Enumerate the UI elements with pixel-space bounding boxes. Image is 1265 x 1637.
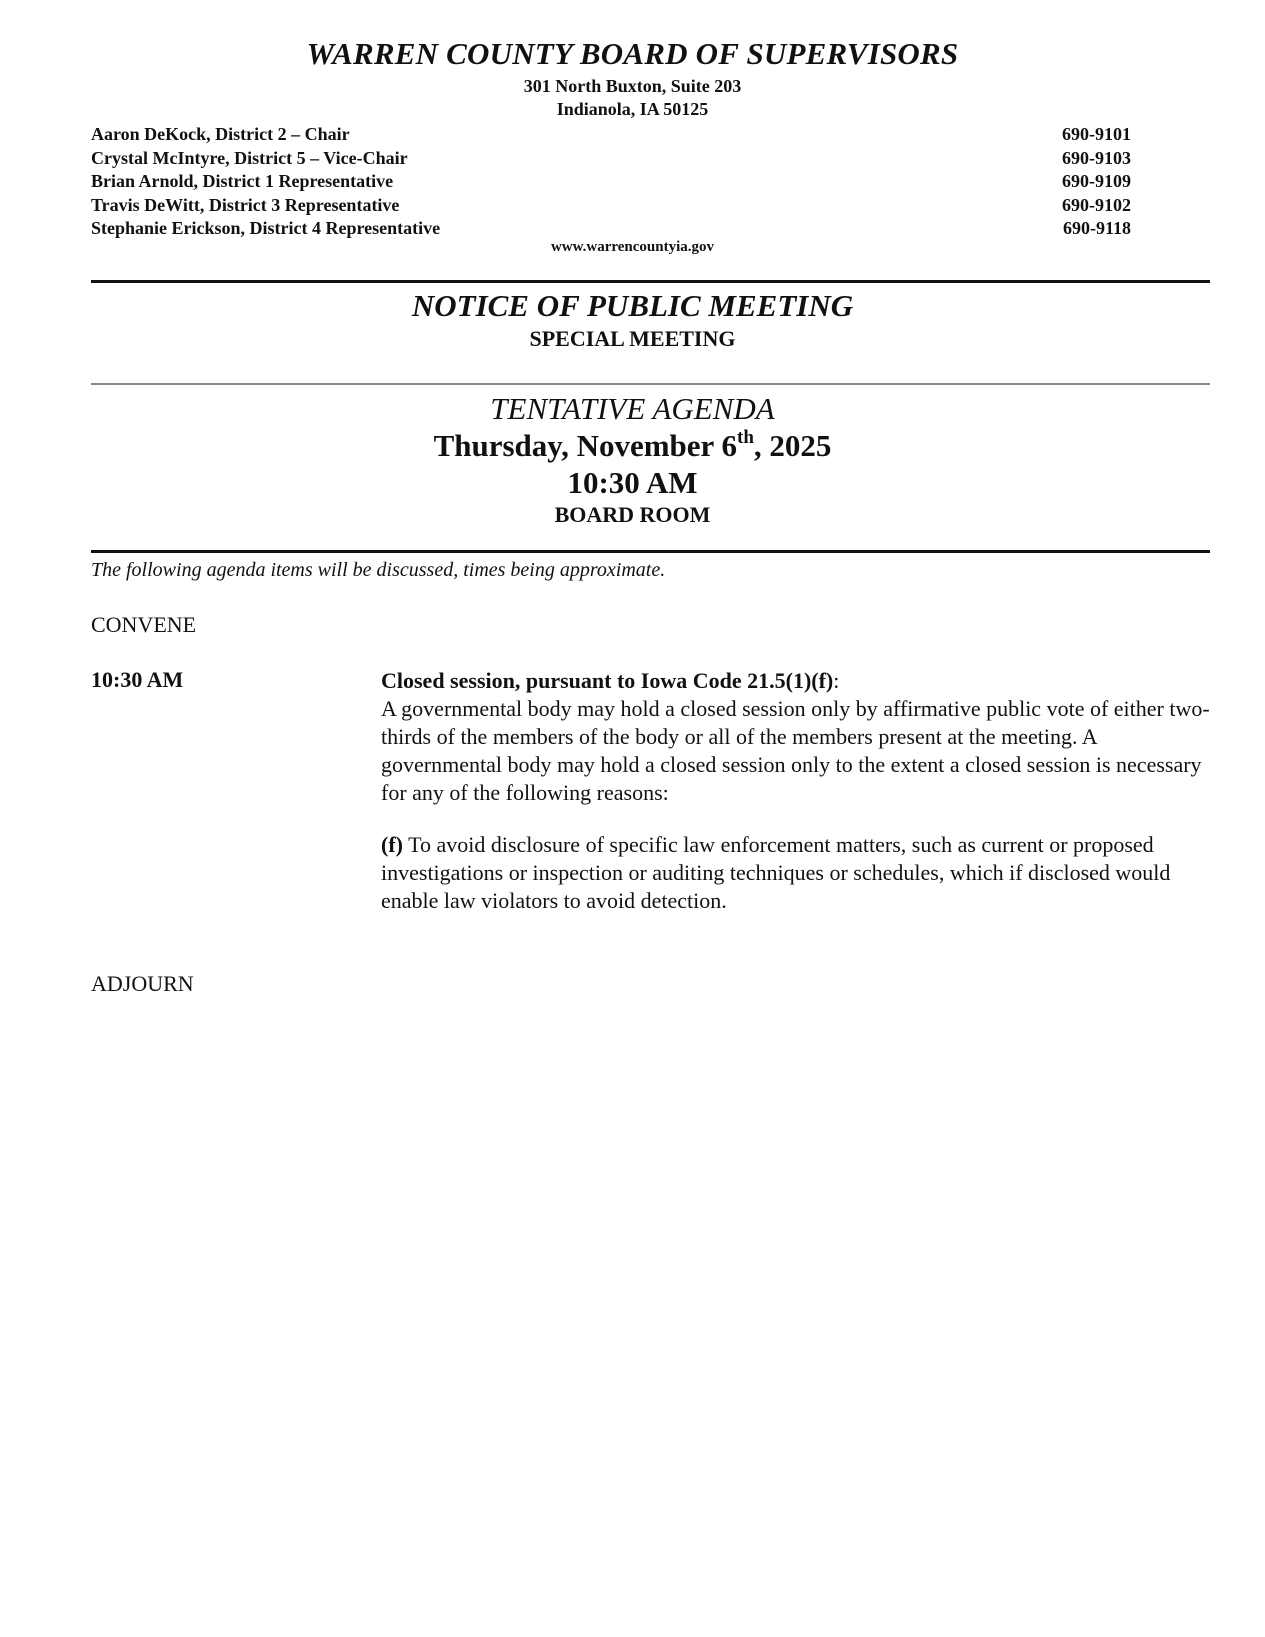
meeting-location: BOARD ROOM	[554, 502, 711, 527]
meeting-date-main: Thursday, November 6	[433, 428, 738, 463]
member-row	[91, 123, 1131, 147]
address-line-2: Indianola, IA 50125	[556, 99, 709, 119]
member-row	[91, 147, 1131, 171]
member-name: Aaron DeKock, District 2 – Chair	[91, 124, 350, 144]
meeting-date	[0, 428, 1265, 464]
member-row	[91, 170, 1131, 194]
meeting-date-year: , 2025	[753, 428, 832, 463]
board-title: WARREN COUNTY BOARD OF SUPERVISORS	[306, 36, 959, 71]
member-name: Stephanie Erickson, District 4 Representative	[91, 218, 441, 238]
intro-text: The following agenda items will be discussed, times being approximate.	[91, 559, 666, 581]
address-line-1: 301 North Buxton, Suite 203	[523, 76, 742, 96]
item-heading-colon: :	[833, 668, 840, 693]
divider	[91, 280, 1210, 283]
item-heading-line	[381, 667, 1216, 695]
website-link[interactable]: www.warrencountyia.gov	[550, 239, 715, 255]
notice-title: NOTICE OF PUBLIC MEETING	[411, 288, 854, 323]
agenda-item	[381, 667, 1216, 915]
divider	[91, 550, 1210, 553]
meeting-date-ordinal: th	[737, 426, 754, 448]
adjourn-label: ADJOURN	[91, 971, 194, 996]
member-phone: 690-9118	[1062, 218, 1131, 238]
member-row	[91, 194, 1131, 218]
member-phone: 690-9101	[1062, 124, 1131, 144]
meeting-type: SPECIAL MEETING	[529, 326, 736, 351]
item-heading: Closed session, pursuant to Iowa Code 21.5(1)(f)	[381, 668, 834, 693]
item-paragraph-2	[381, 831, 1216, 915]
item-paragraph-2-text: To avoid disclosure of specific law enforcement matters, such as current or proposed investigations or inspection or auditing techniques or schedules, which if disclosed would enable law violators to avoid detection.	[381, 832, 1171, 913]
member-phone: 690-9102	[1062, 194, 1131, 215]
convene-label: CONVENE	[91, 612, 197, 637]
member-name: Brian Arnold, District 1 Representative	[91, 171, 394, 191]
member-phone: 690-9109	[1062, 171, 1131, 191]
item-paragraph-1: A governmental body may hold a closed session only by affirmative public vote of either two-thirds of the members of the body or all of the members present at the meeting. A governmental body may hold a closed session only to the extent a closed session is necessary for any of the following reasons:	[381, 696, 1210, 805]
members-list	[91, 123, 1131, 241]
item-paragraph-2-label: (f)	[381, 832, 403, 857]
meeting-time: 10:30 AM	[567, 465, 698, 500]
member-phone: 690-9103	[1062, 147, 1131, 168]
member-row	[91, 217, 1131, 241]
member-name: Crystal McIntyre, District 5 – Vice-Chair	[91, 147, 408, 168]
divider	[91, 383, 1210, 385]
agenda-title: TENTATIVE AGENDA	[490, 391, 775, 426]
item-time: 10:30 AM	[91, 667, 184, 692]
member-name: Travis DeWitt, District 3 Representative	[91, 194, 400, 215]
